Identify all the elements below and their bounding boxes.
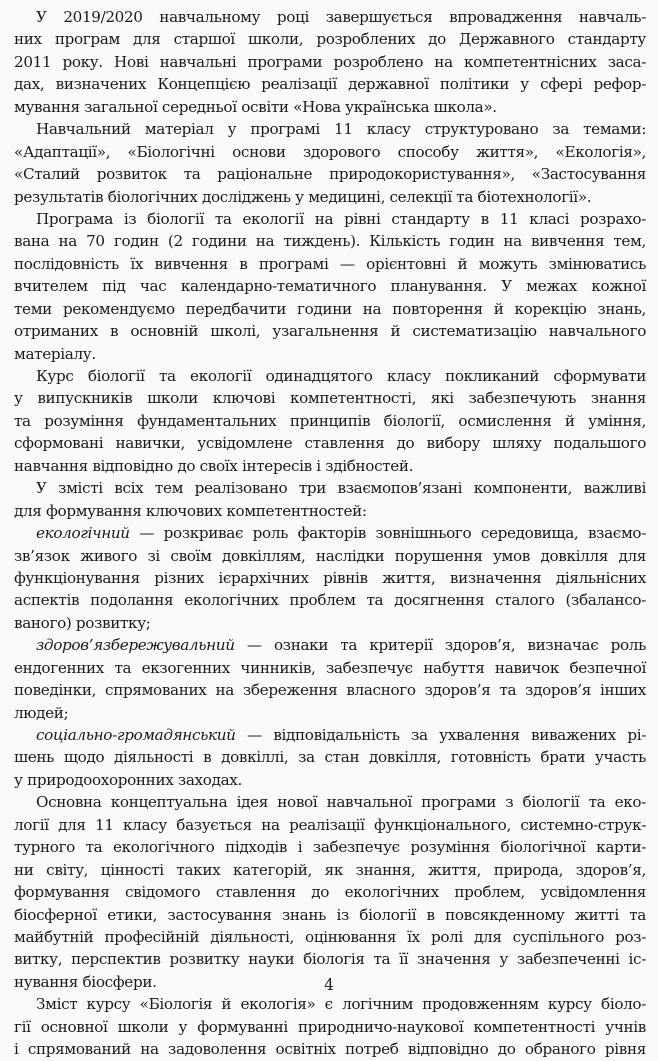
text-run: — відповідальність за ухвалення виважених рі-: [235, 726, 646, 744]
text-line: майбутній професійній діяльності, оцінювання їх ролі для суспільного роз-: [14, 927, 646, 946]
text-line: шень щодо діяльності в довкіллі, за стан довкілля, готовність брати участь: [14, 748, 646, 767]
text-line: отриманих в основній школі, узагальнення й систематизацію навчального: [14, 322, 646, 341]
text-line: аспектів подолання екологічних проблем та досягнення сталого (збалансо-: [14, 591, 646, 610]
text-line: турного та екологічного підходів і забезпечує розуміння біологічної карти-: [14, 838, 646, 857]
text-line: дах, визначених Концепцією реалізації державної політики у сфері рефор-: [14, 75, 646, 94]
text-line: навчання відповідно до своїх інтересів і здібностей.: [14, 456, 414, 475]
text-line: логії для 11 класу базується на реалізації функціонального, системно-струк-: [14, 815, 646, 834]
text-line: та розуміння фундаментальних принципів біології, осмислення й уміння,: [14, 411, 646, 430]
text-line: Курс біології та екології одинадцятого класу покликаний сформувати: [36, 367, 646, 385]
text-line: ендогенних та екзогенних чинників, забезпечує набуття навичок безпечної: [14, 658, 646, 677]
text-line: Основна концептуальна ідея нової навчальної програми з біології та еко-: [36, 793, 646, 812]
text-line: вана на 70 годин (2 години на тиждень). Кількість годин на вивчення тем,: [14, 232, 646, 251]
text-line: Програма із біології та екології на рівні стандарту в 11 класі розрахо-: [36, 209, 646, 228]
text-line: зв’язок живого зі своїм довкіллям, наслідки порушення умов довкілля для: [14, 546, 646, 565]
text-line: результатів біологічних досліджень у медицині, селекції та біотехнології».: [14, 187, 592, 206]
text-line: і спрямований на задоволення освітніх потреб відповідно до обраного рівня: [14, 1040, 646, 1059]
text-line: ни світу, цінності таких категорій, як знання, життя, природа, здоров’я,: [14, 860, 646, 879]
text-line: У 2019/2020 навчальному році завершується впровадження навчаль-: [36, 8, 646, 26]
text-line: теми рекомендуємо передбачити години на повторення й корекцію знань,: [14, 299, 646, 318]
term-ecological: екологічний: [36, 524, 130, 543]
document-page: [14, 6, 646, 1061]
text-line: послідовність їх вивчення в програмі — орієнтовні й можуть змінюватись: [14, 254, 646, 273]
text-line: у природоохоронних заходах.: [14, 770, 242, 789]
text-line: «Сталий розвиток та раціональне природокористування», «Застосування: [14, 165, 646, 184]
term-social-civic: соціально-громадянський: [36, 726, 236, 744]
text-line: вчителем під час календарно-тематичного планування. У межах кожної: [14, 277, 646, 296]
text-line: у випускників школи ключові компетентності, які забезпечують знання: [14, 389, 646, 408]
text-line: [14, 724, 646, 746]
text-line: Зміст курсу «Біологія й екологія» є логічним продовженням курсу біоло-: [36, 995, 646, 1014]
text-line: мування загальної середньої освіти «Нова українська школа».: [14, 97, 497, 116]
text-line: сформовані навички, усвідомлене ставлення до вибору шляху подальшого: [14, 434, 646, 453]
text-run: — ознаки та критерії здоров’я, визначає роль: [234, 636, 646, 655]
text-line: ваного) розвитку;: [14, 613, 151, 632]
text-line: поведінки, спрямованих на збереження власного здоров’я та здоров’я інших: [14, 681, 646, 700]
text-line: витку, перспектив розвитку науки біологія та її значення у забезпеченні іс-: [14, 950, 646, 969]
text-line: [14, 634, 646, 656]
text-line: [14, 522, 646, 544]
text-line: нування біосфери.: [14, 972, 157, 991]
text-line: функціонування різних ієрархічних рівнів життя, визначення діяльнісних: [14, 568, 646, 587]
page-number: 4: [324, 976, 334, 994]
text-line: Навчальний матеріал у програмі 11 класу структуровано за темами:: [36, 120, 646, 139]
text-line: гії основної школи у формуванні природничо-наукової компетентності учнів: [14, 1017, 646, 1036]
text-line: У змісті всіх тем реалізовано три взаємопов’язані компоненти, важливі: [36, 479, 646, 498]
text-run: — розкриває роль факторів зовнішнього середовища, взаємо-: [129, 524, 646, 543]
text-line: 2011 року. Нові навчальні програми розроблено на компетентнісних заса-: [14, 52, 646, 71]
text-line: них програм для старшої школи, розроблених до Державного стандарту: [14, 30, 646, 49]
text-line: для формування ключових компетентностей:: [14, 501, 367, 520]
text-line: біосферної етики, застосування знань із біології в повсякденному житті та: [14, 905, 646, 924]
term-health-preserving: здоров’язбережувальний: [36, 636, 235, 655]
text-line: «Адаптації», «Біологічні основи здорового способу життя», «Екологія»,: [14, 142, 646, 161]
text-line: людей;: [14, 703, 69, 722]
text-line: формування свідомого ставлення до екологічних проблем, усвідомлення: [14, 883, 646, 902]
text-line: матеріалу.: [14, 344, 96, 363]
